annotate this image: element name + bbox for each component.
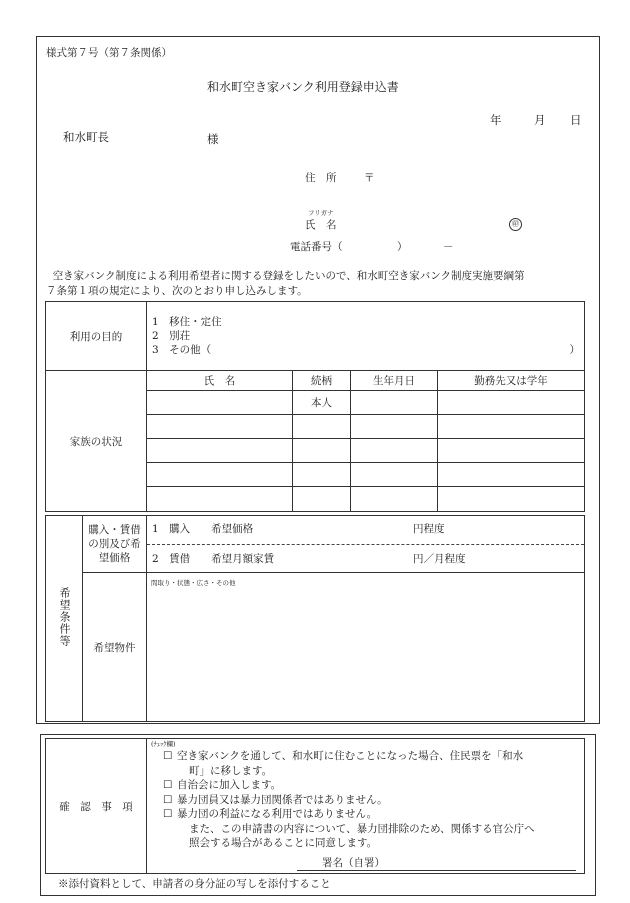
family-birth-cell[interactable] — [351, 415, 438, 439]
family-name-cell[interactable] — [147, 487, 293, 512]
property-label: 希望物件 — [83, 573, 147, 722]
footer-note: ※添付資料として、申請者の身分証の写しを添付すること — [58, 878, 331, 890]
check-note: (ﾁｪｯｸ欄) — [151, 740, 176, 748]
family-label: 家族の状況 — [46, 371, 147, 512]
check-item-not-gang: ☐ 暴力団員又は暴力団関係者ではありません。 — [163, 793, 388, 806]
family-name-cell[interactable] — [147, 415, 293, 439]
family-header-relation: 続柄 — [293, 371, 351, 391]
price-unit-rent: 円／月程度 — [413, 553, 466, 565]
date-day: 日 — [570, 113, 582, 127]
check-item-residence-cont: 町」に移します。 — [189, 764, 273, 777]
family-birth-cell[interactable] — [351, 391, 438, 415]
page-title: 和水町空き家バンク利用登録申込書 — [207, 80, 399, 94]
confirmation-label: 確 認 事 項 — [46, 739, 147, 874]
postal-mark: 〒 — [364, 172, 375, 184]
purpose-option-1: 1 移住・定住 — [152, 316, 222, 328]
conditions-table — [45, 515, 585, 722]
purpose-option-3: 3 その他（ ） — [152, 344, 580, 356]
confirmation-items — [147, 739, 585, 874]
address-label: 住 所 — [305, 172, 337, 184]
seal-mark: ㊞ — [509, 218, 522, 231]
phone-dash: － — [443, 241, 454, 253]
signature-label: 署名（自署） — [322, 857, 385, 869]
family-relation-cell[interactable] — [293, 415, 351, 439]
family-header-work: 勤務先又は学年 — [438, 371, 585, 391]
check-item-residence: ☐ 空き家バンクを通して、和水町に住むことになった場合、住民票を「和水 — [163, 750, 524, 762]
family-relation-cell[interactable] — [293, 463, 351, 487]
family-work-cell[interactable] — [438, 487, 585, 512]
intro-line-1: 空き家バンク制度による利用希望者に関する登録をしたいので、和水町空き家バンク制度実施要綱第 — [52, 270, 525, 282]
family-name-cell[interactable] — [147, 391, 293, 415]
confirmation-table — [45, 738, 585, 874]
consent-line-2: 照会する場合があることに同意します。 — [189, 837, 378, 849]
family-work-cell[interactable] — [438, 439, 585, 463]
family-work-cell[interactable] — [438, 391, 585, 415]
name-label: 氏 名 — [305, 219, 337, 231]
family-relation-cell[interactable] — [293, 487, 351, 512]
family-relation-self: 本人 — [293, 391, 351, 415]
price-unit-purchase: 円程度 — [413, 523, 445, 535]
family-work-cell[interactable] — [438, 463, 585, 487]
consent-line-1: また、この申請書の内容について、暴力団排除のため、関係する官公庁へ — [189, 822, 535, 835]
property-note: 間取り・状態・広さ・その他 — [151, 579, 236, 587]
family-header-birthdate: 生年月日 — [351, 371, 438, 391]
family-table — [45, 370, 585, 512]
check-item-not-gang-use: ☐ 暴力団の利益になる利用ではありません。 — [163, 808, 378, 820]
family-work-cell[interactable] — [438, 415, 585, 439]
purpose-option-2: 2 別荘 — [152, 330, 191, 342]
addressee-honorific: 様 — [207, 132, 219, 146]
price-row-rent: 2 賃借 希望月額家賃 円／月程度 — [147, 545, 584, 572]
purpose-options — [147, 302, 585, 371]
purpose-other-close: ） — [569, 344, 580, 356]
family-birth-cell[interactable] — [351, 439, 438, 463]
checkbox[interactable]: ☐ — [163, 750, 173, 762]
price-label: 購入・賃借の別及び希望価格 — [83, 516, 147, 573]
signature-line[interactable] — [297, 857, 576, 871]
checkbox[interactable]: ☐ — [163, 779, 173, 791]
conditions-label: 希望条件等 — [46, 516, 83, 722]
price-row-purchase: 1 購入 希望価格 円程度 — [147, 516, 584, 545]
phone-label: 電話番号（ — [290, 241, 343, 253]
check-item-association: ☐ 自治会に加入します。 — [163, 779, 282, 791]
purpose-table — [45, 301, 585, 371]
family-birth-cell[interactable] — [351, 487, 438, 512]
family-name-cell[interactable] — [147, 439, 293, 463]
furigana-label: フリガナ — [308, 209, 334, 217]
price-cell — [147, 516, 585, 573]
form-number: 様式第７号（第７条関係） — [46, 47, 172, 59]
family-relation-cell[interactable] — [293, 439, 351, 463]
family-header-name: 氏 名 — [147, 371, 293, 391]
family-birth-cell[interactable] — [351, 463, 438, 487]
family-name-cell[interactable] — [147, 463, 293, 487]
date-year: 年 — [490, 113, 502, 127]
purpose-label: 利用の目的 — [46, 302, 147, 371]
checkbox[interactable]: ☐ — [163, 808, 173, 820]
intro-line-2: ７条第１項の規定により、次のとおり申し込みします。 — [46, 285, 308, 297]
phone-close: ） — [397, 241, 408, 253]
addressee-name: 和水町長 — [63, 130, 109, 144]
property-cell[interactable] — [147, 573, 585, 722]
checkbox[interactable]: ☐ — [163, 793, 173, 806]
date-month: 月 — [534, 113, 546, 127]
